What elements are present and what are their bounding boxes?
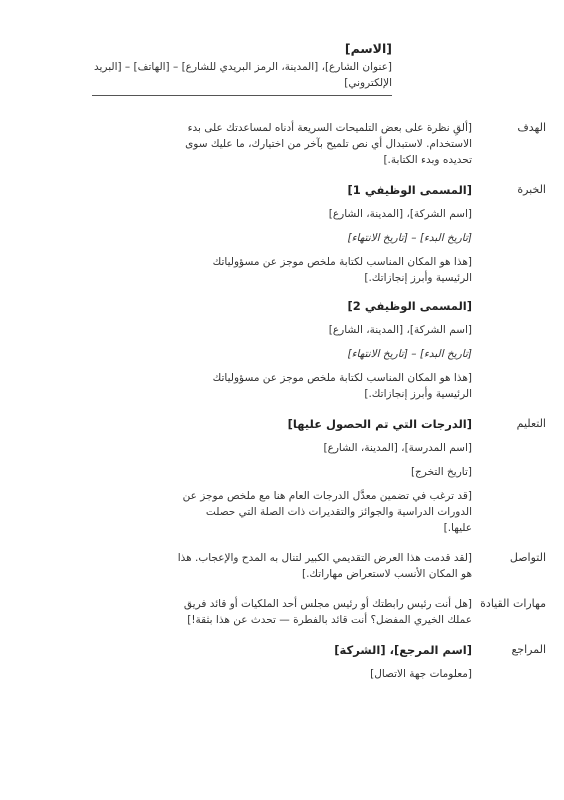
leadership-text[interactable]: [هل أنت رئيس رابطتك أو رئيس مجلس أحد الملكيات أو قائد فريق عملك الخيري المفضل؟ أنت قائد بالفطرة — تحدث عن هذا بثقة!] (183, 598, 472, 626)
education-details[interactable]: [قد ترغب في تضمين معدَّل الدرجات العام هنا مع ملخص موجز عن الدورات الدراسية والجوائز والتقديرات ذات الصلة التي حصلت عليها.] (182, 490, 472, 534)
objective-text[interactable]: [ألقِ نظرة على بعض التلميحات السريعة أدناه لمساعدتك على بدء الاستخدام. لاستبدال أي نص تلميح بآخر من اختيارك، ما عليك سوى تحديده وبدء الكتابة.] (185, 122, 472, 166)
resume-name[interactable]: [الاسم] (344, 41, 392, 56)
objective-label: الهدف (517, 121, 546, 134)
job-title[interactable]: [المسمى الوظيفي 2] (347, 299, 472, 313)
experience-label: الخبرة (517, 183, 546, 196)
communication-label: التواصل (509, 551, 546, 564)
job-company[interactable]: [اسم الشركة]، [المدينة، الشارع] (328, 208, 472, 220)
references-body (176, 642, 472, 682)
leadership-section (0, 596, 564, 628)
degree-title[interactable]: [الدرجات التي تم الحصول عليها] (287, 417, 472, 431)
objective-body (176, 120, 472, 168)
resume-header (92, 40, 392, 96)
contact-line[interactable]: [عنوان الشارع]، [المدينة، الرمز البريدي للشارع] – [الهاتف] – [البريد الإلكتروني] (93, 61, 392, 89)
job-title[interactable]: [المسمى الوظيفي 1] (347, 183, 472, 197)
references-label: المراجع (511, 643, 546, 656)
job-company[interactable]: [اسم الشركة]، [المدينة، الشارع] (328, 324, 472, 336)
school-name[interactable]: [اسم المدرسة]، [المدينة، الشارع] (323, 442, 472, 454)
communication-body (176, 550, 472, 582)
job-entry (176, 298, 472, 402)
communication-text[interactable]: [لقد قدمت هذا العرض التقديمي الكبير لتنال به المدح والإعجاب. هذا هو المكان الأنسب لاستعراض مهاراتك.] (177, 552, 472, 580)
education-section (0, 416, 564, 536)
job-dates[interactable]: [تاريخ البدء] – [تاريخ الانتهاء] (347, 232, 472, 244)
references-section (0, 642, 564, 682)
communication-section (0, 550, 564, 582)
leadership-label: مهارات القيادة (480, 597, 546, 610)
reference-contact[interactable]: [معلومات جهة الاتصال] (370, 668, 472, 680)
graduation-date[interactable]: [تاريخ التخرج] (410, 466, 472, 478)
job-entry (176, 182, 472, 286)
reference-name[interactable]: [اسم المرجع]، [الشركة] (334, 643, 472, 657)
job-dates[interactable]: [تاريخ البدء] – [تاريخ الانتهاء] (347, 348, 472, 360)
education-label: التعليم (516, 417, 546, 430)
experience-body (176, 182, 472, 402)
experience-section (0, 182, 564, 402)
resume-sections (0, 120, 564, 696)
objective-section (0, 120, 564, 168)
job-summary[interactable]: [هذا هو المكان المناسب لكتابة ملخص موجز عن مسؤولياتك الرئيسية وأبرز إنجازاتك.] (212, 256, 472, 284)
job-summary[interactable]: [هذا هو المكان المناسب لكتابة ملخص موجز عن مسؤولياتك الرئيسية وأبرز إنجازاتك.] (212, 372, 472, 400)
leadership-body (176, 596, 472, 628)
education-body (176, 416, 472, 536)
